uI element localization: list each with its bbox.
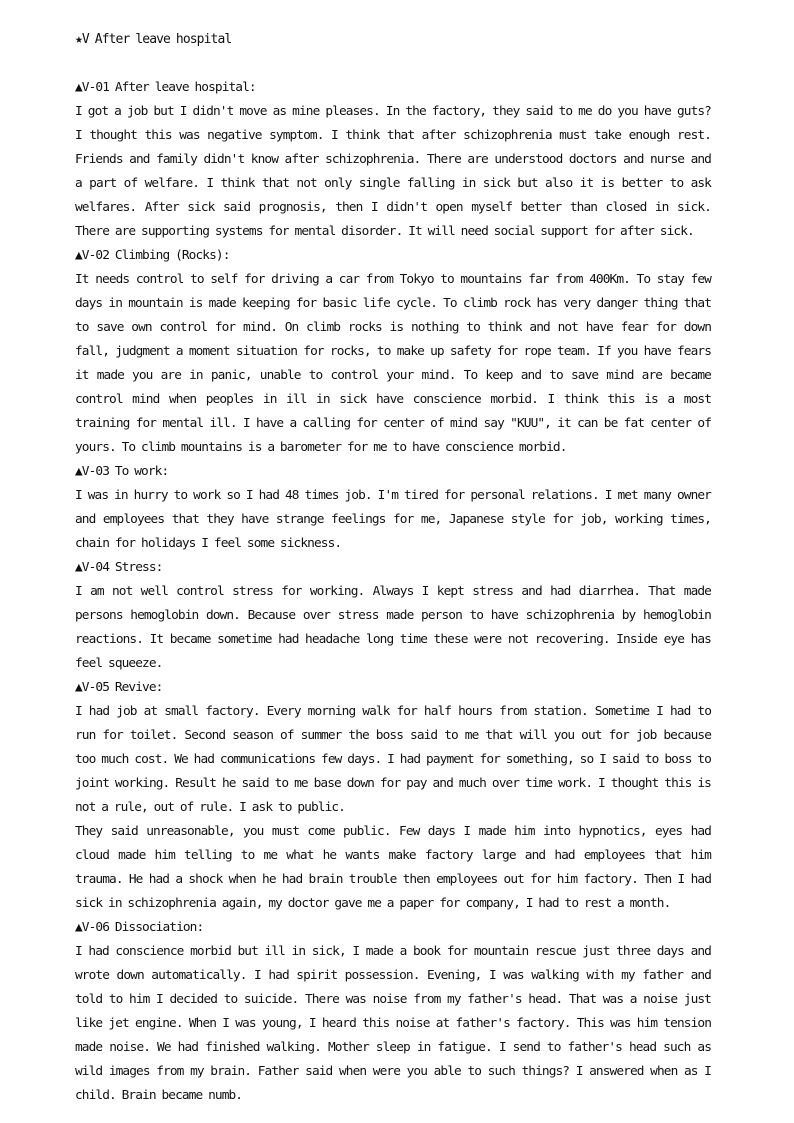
section-paragraph: They said unreasonable, you must come public. Few days I made him into hypnotics, eyes had cloud made him telling to me what he wants make factory large and had employees that him trauma. He had a shock when he had brain trouble then employees out for him factory. Then I had sick in schizophrenia again, my doctor gave me a paper for company, I had to rest a month. [75, 824, 711, 911]
section-paragraph: I had job at small factory. Every morning walk for half hours from station. Sometime I had to run for toilet. Second season of summer the boss said to me that will you out for job because too much cost. We had communications few days. I had payment for something, so I said to boss to joint working. Result he said to me base down for pay and much over time work. I thought this is not a rule, out of rule. I ask to public. [75, 704, 711, 815]
section-revive [75, 676, 711, 916]
section-dissociation [75, 916, 711, 1108]
section-heading: ▲V-05 Revive: [75, 680, 163, 695]
document-page [75, 28, 711, 1108]
section-paragraph: It needs control to self for driving a car from Tokyo to mountains far from 400Km. To stay few days in mountain is made keeping for basic life cycle. To climb rock has very danger thing that to save own control for mind. On climb rocks is nothing to think and not have fear for down fall, judgment a moment situation for rocks, to make up safety for rope team. If you have fears it made you are in panic, unable to control your mind. To keep and to save mind are became control mind when peoples in ill in sick have conscience morbid. I think this is a most training for mental ill. I have a calling for center of mind say "KUU", it can be fat center of yours. To climb mountains is a barometer for me to have conscience morbid. [75, 272, 711, 455]
section-climbing-rocks [75, 244, 711, 460]
section-heading: ▲V-01 After leave hospital: [75, 80, 256, 95]
section-after-leave-hospital [75, 76, 711, 244]
section-paragraph: I had conscience morbid but ill in sick, I made a book for mountain rescue just three days and wrote down automatically. I had spirit possession. Evening, I was walking with my father and told to him I decided to suicide. There was noise from my father's head. That was a noise just like jet engine. When I was young, I heard this noise at father's factory. This was him tension made noise. We had finished walking. Mother sleep in fatigue. I send to father's head such as wild images from my brain. Father said when were you able to such things? I answered when as I child. Brain became numb. [75, 944, 711, 1103]
section-heading: ▲V-02 Climbing (Rocks): [75, 248, 230, 263]
section-heading: ▲V-04 Stress: [75, 560, 163, 575]
section-paragraph: I got a job but I didn't move as mine pleases. In the factory, they said to me do you have guts? I thought this was negative symptom. I think that after schizophrenia must take enough rest. Friends and family didn't know after schizophrenia. There are understood doctors and nurse and a part of welfare. I think that not only single falling in sick but also it is better to ask welfares. After sick said prognosis, then I didn't open myself better than closed in sick. There are supporting systems for mental disorder. It will need social support for after sick. [75, 104, 711, 239]
section-heading: ▲V-06 Dissociation: [75, 920, 204, 935]
section-to-work [75, 460, 711, 556]
section-stress [75, 556, 711, 676]
section-heading: ▲V-03 To work: [75, 464, 169, 479]
section-paragraph: I am not well control stress for working. Always I kept stress and had diarrhea. That made persons hemoglobin down. Because over stress made person to have schizophrenia by hemoglobin reactions. It became sometime had headache long time these were not recovering. Inside eye has feel squeeze. [75, 584, 711, 671]
blank-line [75, 52, 711, 76]
chapter-title: ★V After leave hospital [75, 32, 232, 47]
section-paragraph: I was in hurry to work so I had 48 times job. I'm tired for personal relations. I met many owner and employees that they have strange feelings for me, Japanese style for job, working times, chain for holidays I feel some sickness. [75, 488, 711, 551]
